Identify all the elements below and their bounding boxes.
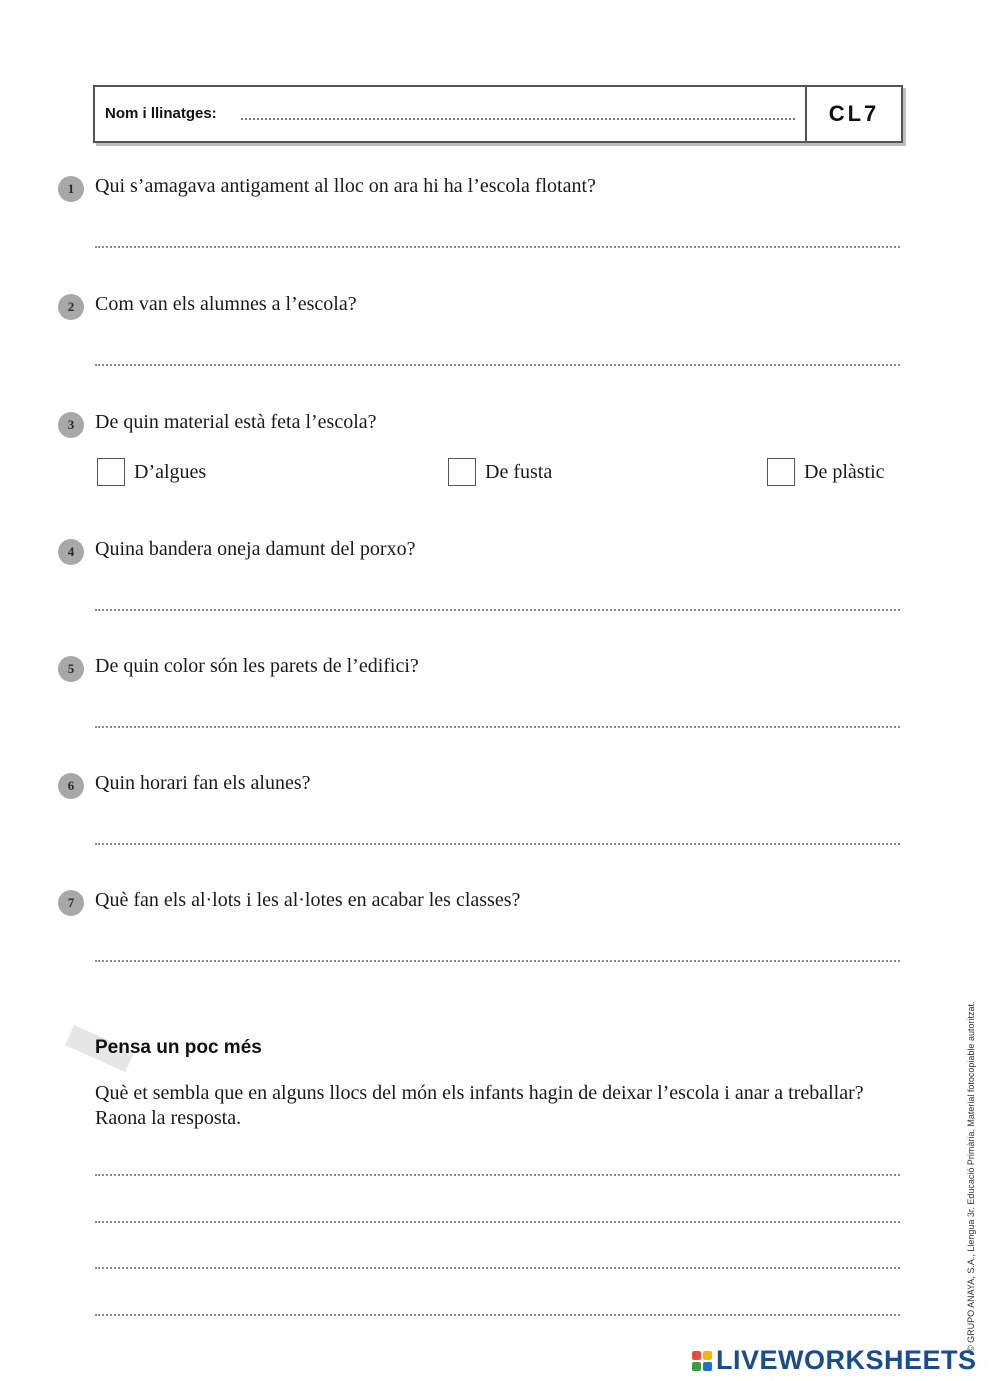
question-number-badge: 5 <box>58 656 84 682</box>
option-plastic-checkbox[interactable] <box>767 458 795 486</box>
logo-square <box>692 1351 701 1360</box>
question-text: Qui s’amagava antigament al lloc on ara hi ha l’escola flotant? <box>95 175 596 197</box>
liveworksheets-logo <box>692 1345 977 1376</box>
name-label: Nom i llinatges: <box>105 105 217 122</box>
option-plastic[interactable] <box>767 458 885 486</box>
section-question: Què et sembla que en alguns llocs del món els infants hagin de deixar l’escola i anar a treballar? Raona la resposta. <box>95 1082 864 1129</box>
pensa-answer-line-1[interactable] <box>95 1150 900 1176</box>
option-label: De fusta <box>485 460 553 483</box>
logo-square <box>703 1362 712 1371</box>
option-label: D’algues <box>134 460 207 483</box>
option-label: De plàstic <box>804 460 885 483</box>
logo-grid-icon <box>692 1351 712 1371</box>
name-header-box <box>93 85 903 143</box>
answer-input-2[interactable] <box>95 340 900 366</box>
option-algues-checkbox[interactable] <box>97 458 125 486</box>
answer-input-5[interactable] <box>95 702 900 728</box>
question-text: Què fan els al·lots i les al·lotes en acabar les classes? <box>95 889 521 911</box>
question-number-badge: 4 <box>58 539 84 565</box>
question-text: Quin horari fan els alunes? <box>95 772 311 794</box>
question-number-badge: 7 <box>58 890 84 916</box>
question-number-badge: 6 <box>58 773 84 799</box>
answer-input-4[interactable] <box>95 585 900 611</box>
option-fusta-checkbox[interactable] <box>448 458 476 486</box>
answer-input-7[interactable] <box>95 936 900 962</box>
worksheet-code: CL7 <box>805 87 901 141</box>
section-title: Pensa un poc més <box>95 1037 262 1058</box>
logo-text: LIVEWORKSHEETS <box>716 1345 977 1375</box>
logo-square <box>692 1362 701 1371</box>
question-text: De quin color són les parets de l’edifici? <box>95 655 419 677</box>
pensa-answer-line-3[interactable] <box>95 1243 900 1269</box>
question-text: Quina bandera oneja damunt del porxo? <box>95 538 416 560</box>
question-number-badge: 1 <box>58 176 84 202</box>
option-algues[interactable] <box>97 458 206 486</box>
answer-input-1[interactable] <box>95 222 900 248</box>
answer-input-6[interactable] <box>95 819 900 845</box>
question-number-badge: 2 <box>58 294 84 320</box>
option-fusta[interactable] <box>448 458 552 486</box>
question-text: De quin material està feta l’escola? <box>95 411 377 433</box>
question-text: Com van els alumnes a l’escola? <box>95 293 357 315</box>
name-input[interactable] <box>243 99 791 123</box>
logo-square <box>703 1351 712 1360</box>
pensa-answer-line-2[interactable] <box>95 1197 900 1223</box>
question-number-badge: 3 <box>58 412 84 438</box>
copyright-note: © GRUPO ANAYA, S.A., Llengua 3r. Educació Primària. Material fotocopiable autoritzat. <box>966 1001 976 1352</box>
pensa-answer-line-4[interactable] <box>95 1290 900 1316</box>
